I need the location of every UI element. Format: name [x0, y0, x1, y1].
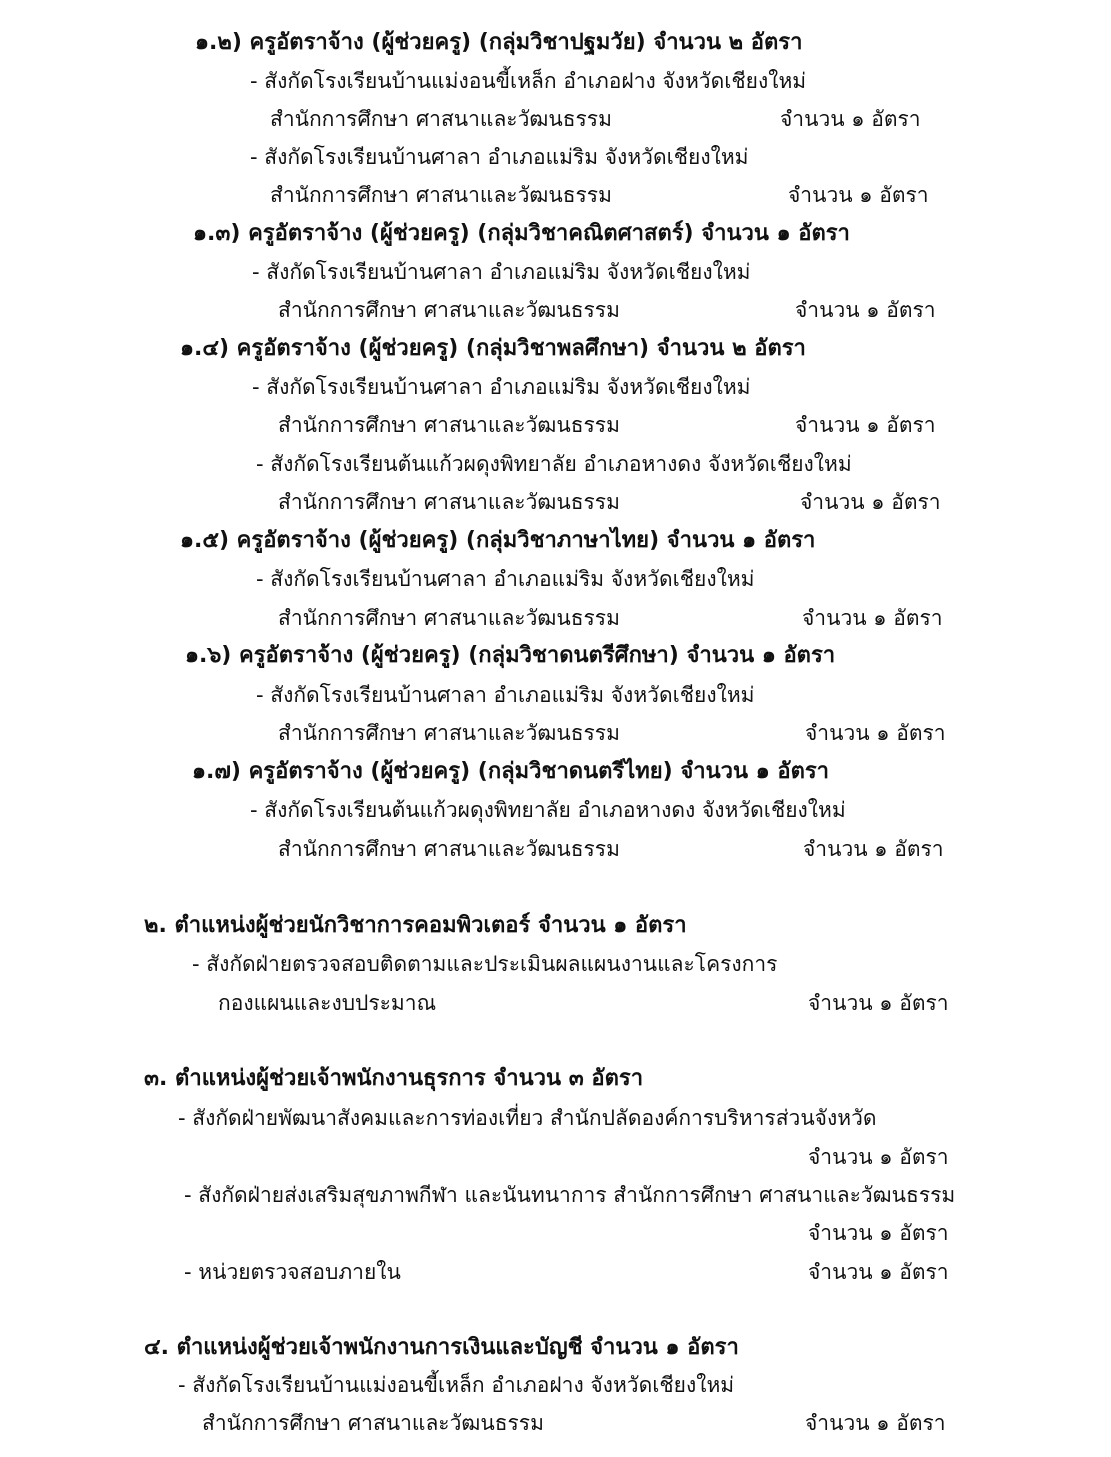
list-item-count: จำนวน ๑ อัตรา: [805, 721, 946, 745]
list-item-count: จำนวน ๑ อัตรา: [805, 1411, 946, 1435]
list-item-office: สำนักการศึกษา ศาสนาและวัฒนธรรม: [278, 721, 620, 745]
list-item-count: จำนวน ๑ อัตรา: [800, 490, 941, 514]
list-item-office: กองแผนและงบประมาณ: [218, 991, 437, 1015]
list-item-office: สำนักการศึกษา ศาสนาและวัฒนธรรม: [278, 413, 620, 437]
list-item-count: จำนวน ๑ อัตรา: [802, 606, 943, 630]
list-item: - สังกัดโรงเรียนบ้านศาลา อำเภอแม่ริม จังหวัดเชียงใหม่: [256, 683, 755, 707]
list-item: - สังกัดฝ่ายพัฒนาสังคมและการท่องเที่ยว สำนักปลัดองค์การบริหารส่วนจังหวัด: [178, 1106, 877, 1130]
list-item-count: จำนวน ๑ อัตรา: [808, 991, 949, 1015]
list-item: - สังกัดโรงเรียนบ้านศาลา อำเภอแม่ริม จังหวัดเชียงใหม่: [252, 375, 751, 399]
list-item-office: สำนักการศึกษา ศาสนาและวัฒนธรรม: [270, 107, 612, 131]
list-item: - สังกัดโรงเรียนต้นแก้วผดุงพิทยาลัย อำเภอหางดง จังหวัดเชียงใหม่: [250, 798, 846, 822]
list-item-office: สำนักการศึกษา ศาสนาและวัฒนธรรม: [202, 1411, 544, 1435]
section-heading: ๑.๓) ครูอัตราจ้าง (ผู้ช่วยครู) (กลุ่มวิชาคณิตศาสตร์) จำนวน ๑ อัตรา: [193, 221, 850, 246]
section-heading: ๓. ตำแหน่งผู้ช่วยเจ้าพนักงานธุรการ จำนวน ๓ อัตรา: [144, 1066, 644, 1091]
list-item-count: จำนวน ๑ อัตรา: [803, 837, 944, 861]
list-item-count: จำนวน ๑ อัตรา: [788, 183, 929, 207]
list-item-count: จำนวน ๑ อัตรา: [795, 298, 936, 322]
section-heading: ๔. ตำแหน่งผู้ช่วยเจ้าพนักงานการเงินและบัญชี จำนวน ๑ อัตรา: [144, 1335, 739, 1360]
list-item: - สังกัดโรงเรียนบ้านศาลา อำเภอแม่ริม จังหวัดเชียงใหม่: [252, 260, 751, 284]
section-heading: ๑.๖) ครูอัตราจ้าง (ผู้ช่วยครู) (กลุ่มวิชาดนตรีศึกษา) จำนวน ๑ อัตรา: [185, 643, 836, 668]
list-item-count: จำนวน ๑ อัตรา: [780, 107, 921, 131]
list-item-office: สำนักการศึกษา ศาสนาและวัฒนธรรม: [278, 606, 620, 630]
list-item-count: จำนวน ๑ อัตรา: [808, 1221, 949, 1245]
section-heading: ๑.๔) ครูอัตราจ้าง (ผู้ช่วยครู) (กลุ่มวิชาพลศึกษา) จำนวน ๒ อัตรา: [180, 336, 806, 361]
list-item-office: สำนักการศึกษา ศาสนาและวัฒนธรรม: [270, 183, 612, 207]
list-item: - สังกัดโรงเรียนบ้านแม่งอนขี้เหล็ก อำเภอฝาง จังหวัดเชียงใหม่: [250, 69, 807, 93]
list-item-office: สำนักการศึกษา ศาสนาและวัฒนธรรม: [278, 837, 620, 861]
list-item: - หน่วยตรวจสอบภายใน: [184, 1260, 401, 1284]
list-item: - สังกัดโรงเรียนต้นแก้วผดุงพิทยาลัย อำเภอหางดง จังหวัดเชียงใหม่: [256, 452, 852, 476]
list-item-office: สำนักการศึกษา ศาสนาและวัฒนธรรม: [278, 298, 620, 322]
list-item-count: จำนวน ๑ อัตรา: [808, 1260, 949, 1284]
list-item: - สังกัดฝ่ายส่งเสริมสุขภาพกีฬา และนันทนาการ สำนักการศึกษา ศาสนาและวัฒนธรรม: [184, 1183, 956, 1207]
list-item: - สังกัดโรงเรียนบ้านศาลา อำเภอแม่ริม จังหวัดเชียงใหม่: [256, 567, 755, 591]
list-item-count: จำนวน ๑ อัตรา: [795, 413, 936, 437]
list-item: - สังกัดโรงเรียนบ้านแม่งอนขี้เหล็ก อำเภอฝาง จังหวัดเชียงใหม่: [178, 1373, 735, 1397]
list-item-count: จำนวน ๑ อัตรา: [808, 1145, 949, 1169]
list-item: - สังกัดฝ่ายตรวจสอบติดตามและประเมินผลแผนงานและโครงการ: [192, 952, 778, 976]
list-item: - สังกัดโรงเรียนบ้านศาลา อำเภอแม่ริม จังหวัดเชียงใหม่: [250, 145, 749, 169]
section-heading: ๑.๗) ครูอัตราจ้าง (ผู้ช่วยครู) (กลุ่มวิชาดนตรีไทย) จำนวน ๑ อัตรา: [192, 759, 830, 784]
section-heading: ๑.๕) ครูอัตราจ้าง (ผู้ช่วยครู) (กลุ่มวิชาภาษาไทย) จำนวน ๑ อัตรา: [180, 528, 816, 553]
list-item-office: สำนักการศึกษา ศาสนาและวัฒนธรรม: [278, 490, 620, 514]
section-heading: ๑.๒) ครูอัตราจ้าง (ผู้ช่วยครู) (กลุ่มวิชาปฐมวัย) จำนวน ๒ อัตรา: [195, 30, 803, 55]
section-heading: ๒. ตำแหน่งผู้ช่วยนักวิชาการคอมพิวเตอร์ จำนวน ๑ อัตรา: [144, 913, 687, 938]
